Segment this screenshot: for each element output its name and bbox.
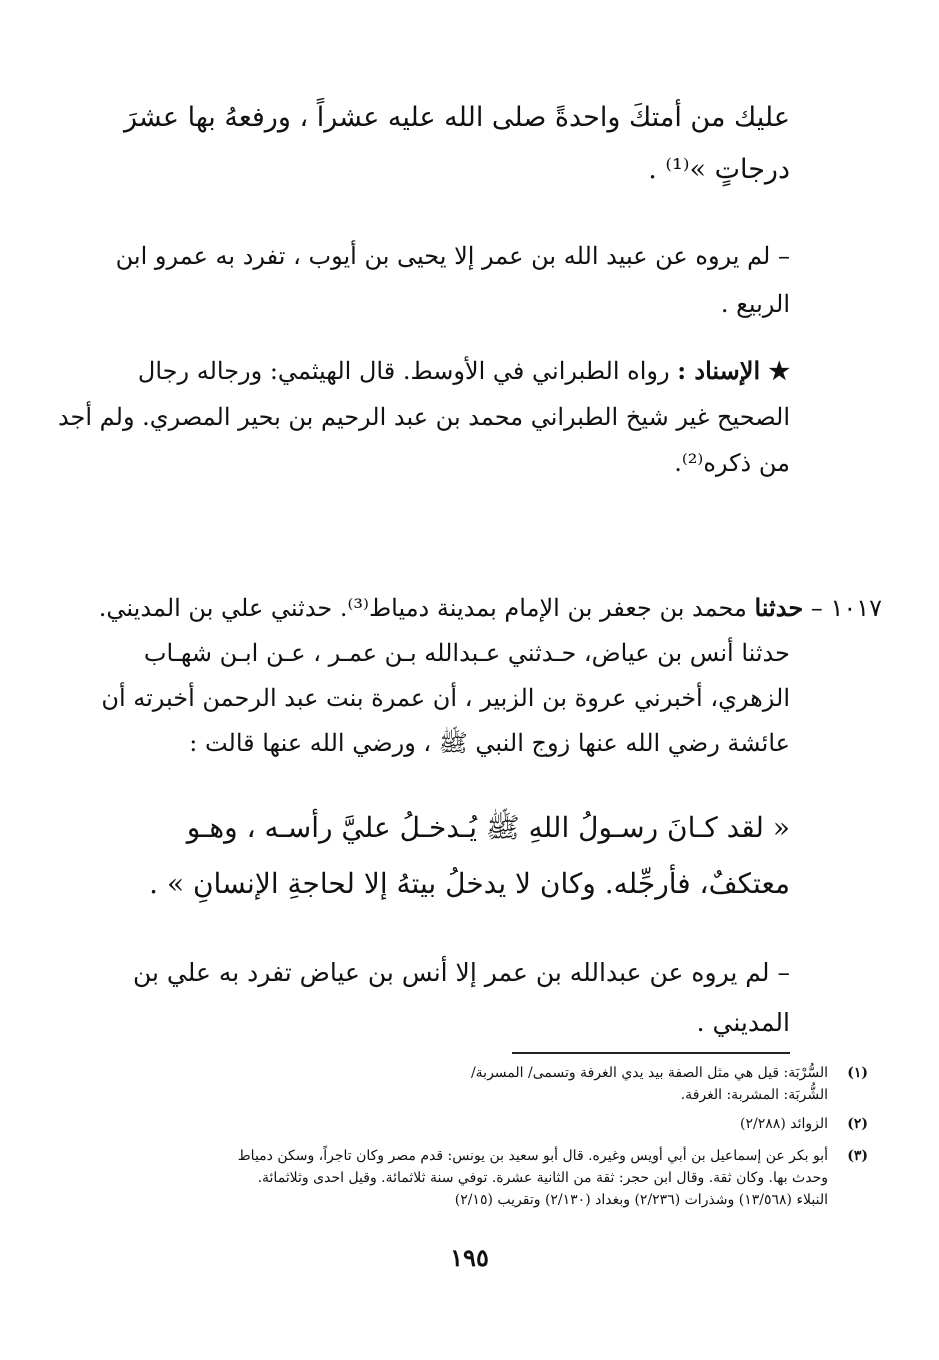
hadith-quote <box>132 800 790 912</box>
text-line <box>98 585 882 631</box>
footnote-text <box>740 1113 828 1135</box>
isnad-text: رواه الطبراني في الأوسط. قال الهيثمي: ورجاله رجال <box>137 357 678 385</box>
footnote-3 <box>140 1145 868 1225</box>
paragraph-narration-note <box>115 232 790 328</box>
text-line: المديني . <box>696 1008 790 1037</box>
paragraph-hadith-end <box>123 92 790 196</box>
footnote-divider <box>512 1052 790 1054</box>
text-line: درجاتٍ »⁽¹⁾ . <box>648 154 790 185</box>
hadith-1017 <box>98 585 882 766</box>
text-line: – لم يروه عن عبيد الله بن عمر إلا يحيى بن أيوب ، تفرد به عمرو ابن <box>115 242 790 270</box>
text-line: « لقد كـانَ رسـولُ اللهِ ﷺ يُـدخـلُ عليَّ رأسـه ، وهـو <box>186 811 790 844</box>
text-line: وحدث بها. وكان ثقة. وقال ابن حجر: ثقة من الثانية عشرة. توفي سنة ثلاثمائة. وقيل احدى وثلاثمائة. <box>257 1170 828 1186</box>
text-line: عائشة رضي الله عنها زوج النبي ﷺ ، ورضي الله عنها قالت : <box>189 729 790 757</box>
text-line: عليك من أمتكَ واحدةً صلى الله عليه عشراً ، ورفعهُ بها عشرَ <box>123 102 790 133</box>
text-line: حدثنا أنس بن عياض، حـدثني عـبدالله بـن عمـر ، عـن ابـن شهـاب <box>143 639 790 667</box>
footnote-number: (٢) <box>847 1116 868 1132</box>
text-line: الصحيح غير شيخ الطبراني محمد بن عبد الرحيم بن بحير المصري. ولم أجد <box>57 403 790 431</box>
footnote-number: (٣) <box>847 1148 868 1164</box>
paragraph-isnad <box>57 348 790 486</box>
text-line <box>132 348 790 394</box>
text-line: من ذكره⁽²⁾. <box>674 449 790 477</box>
hadith-lead: حدثنا <box>754 593 804 622</box>
hadith-number: ١٠١٧ – <box>810 594 882 622</box>
text-line: الشُّربَة: المشربة: الغرفة. <box>680 1087 828 1103</box>
footnote-number: (١) <box>847 1065 868 1081</box>
text-line: الربيع . <box>720 290 790 318</box>
text-line: النبلاء (١٣/٥٦٨) وشذرات (٢/٢٣٦) وبغداد (٢/١٣٠) وتقريب (٢/١٥) <box>454 1192 828 1208</box>
paragraph-narration-note <box>132 948 790 1048</box>
footnote-1 <box>140 1062 868 1106</box>
footnote-2 <box>140 1113 868 1135</box>
text-line: معتكفٌ، فأرجِّله. وكان لا يدخلُ بيتهُ إلا لحاجةِ الإنسانِ » . <box>149 867 790 900</box>
isnad-label: ★ الإسناد : <box>677 356 790 385</box>
page-number: ١٩٥ <box>450 1243 489 1272</box>
footnote-text <box>140 1145 828 1211</box>
text-line: الزهري، أخبرني عروة بن الزبير ، أن عمرة بنت عبد الرحمن أخبرته أن <box>101 684 790 712</box>
footnote-text <box>471 1062 828 1106</box>
text-line: السُّرْبَة: قيل هي مثل الصفة بيد يدي الغرفة وتسمى/ المسربة/ <box>470 1065 828 1081</box>
text-line: أبو بكر عن إسماعيل بن أبي أويس وغيره. قال أبو سعيد بن يونس: قدم مصر وكان تاجراً، وسكن دمياط <box>237 1148 828 1164</box>
hadith-text: محمد بن جعفر بن الإمام بمدينة دمياط⁽³⁾. حدثني علي بن المديني. <box>98 594 755 622</box>
text-line: – لم يروه عن عبدالله بن عمر إلا أنس بن عياض تفرد به علي بن <box>132 958 790 987</box>
text-line: الزوائد (٢/٢٨٨) <box>740 1116 828 1132</box>
